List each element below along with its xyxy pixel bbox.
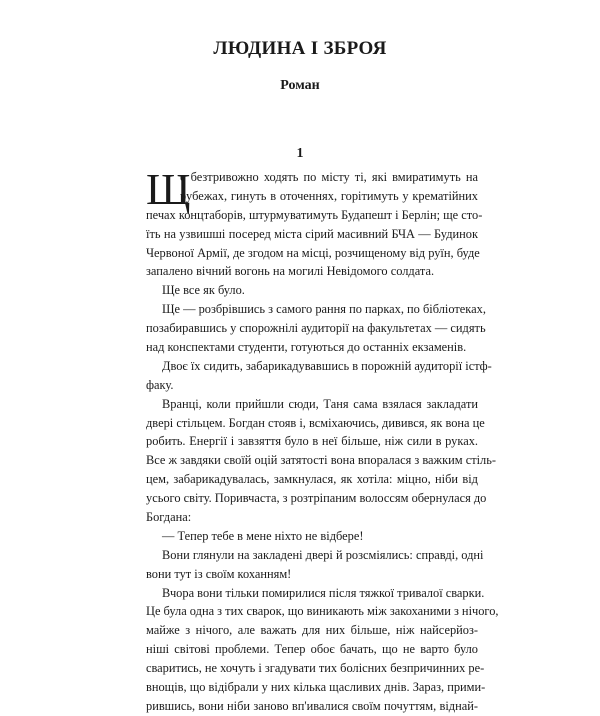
text-line: Двоє їх сидить, забарикадувавшись в порожній аудиторії істф-: [162, 358, 492, 373]
text-line: їть на узвишші посеред міста сірий масивний БЧА — Будинок: [146, 226, 478, 241]
chapter-number: 1: [296, 146, 304, 161]
text-line: факу.: [146, 377, 174, 392]
text-line: — Тепер тебе в мене ніхто не відбере!: [162, 528, 364, 543]
text-line: Богдана:: [146, 510, 192, 525]
text-line: Вони глянули на закладені двері й розсміялись: справді, одні: [162, 547, 484, 562]
book-subtitle: Роман: [280, 78, 320, 93]
text-line: Ще все як було.: [162, 283, 245, 298]
text-line: запалено вічний вогонь на могилі Невідомого солдата.: [146, 264, 435, 279]
text-line: вони тут із своїм коханням!: [146, 566, 292, 581]
text-line: цем, забарикадувалась, замкнулася, як хотіла: міцно, ніби від: [146, 472, 478, 487]
text-line: Все ж завдяки своїй оцій затятості вона впоралася з важким стіль-: [146, 453, 497, 468]
book-title: ЛЮДИНА І ЗБРОЯ: [213, 38, 387, 59]
text-line: позабиравшись у спорожнілі аудиторії на факультетах — сидять: [146, 321, 486, 336]
text-line: Червоної Армії, де згодом на місці, розчищеному від руїн, буде: [146, 245, 480, 260]
text-line: робить. Енергії і завзяття було в неї більше, ніж сили в руках.: [146, 434, 478, 449]
text-line: сваритись, не хочуть і згадувати тих болісних безпричинних ре-: [146, 661, 485, 676]
chapter-body: [146, 165, 499, 716]
text-line: ніші світові проблеми. Тепер обоє бачать, що не варто було: [146, 642, 478, 657]
drop-cap: Щ: [146, 165, 191, 214]
text-line: двері стільцем. Богдан стояв і, всміхаючись, дивився, як вона це: [146, 415, 485, 430]
text-line: майже з нічого, але важать для них більше, ніж найсерйоз-: [146, 623, 478, 638]
text-line: Ще — розбрівшись з самого рання по парках, по бібліотеках,: [162, 302, 486, 317]
text-line: рившись, вони ніби заново вп'ивалися своїм почуттям, віднай-: [146, 698, 478, 713]
text-line: Вчора вони тільки помирилися після тяжкої тривалої сварки.: [162, 585, 485, 600]
text-line: печах концтаборів, штурмуватимуть Будапешт і Берлін; ще сто-: [146, 207, 483, 222]
text-line: Це була одна з тих сварок, що виникають між закоханими з нічого,: [146, 604, 499, 619]
text-line: рубежах, гинуть в оточеннях, горітимуть у крематійних: [180, 188, 478, 203]
text-line: е безтривожно ходять по місту ті, які вмиратимуть на: [180, 170, 478, 184]
text-line: внощів, що відібрали у них кілька щасливих днів. Зараз, прими-: [146, 680, 486, 695]
text-line: Вранці, коли прийшли сюди, Таня сама взялася закладати: [162, 396, 478, 411]
text-line: усього світу. Поривчаста, з розтріпаним волоссям обернулася до: [146, 491, 487, 506]
text-line: над конспектами студенти, готуються до останніх екзаменів.: [146, 340, 467, 355]
